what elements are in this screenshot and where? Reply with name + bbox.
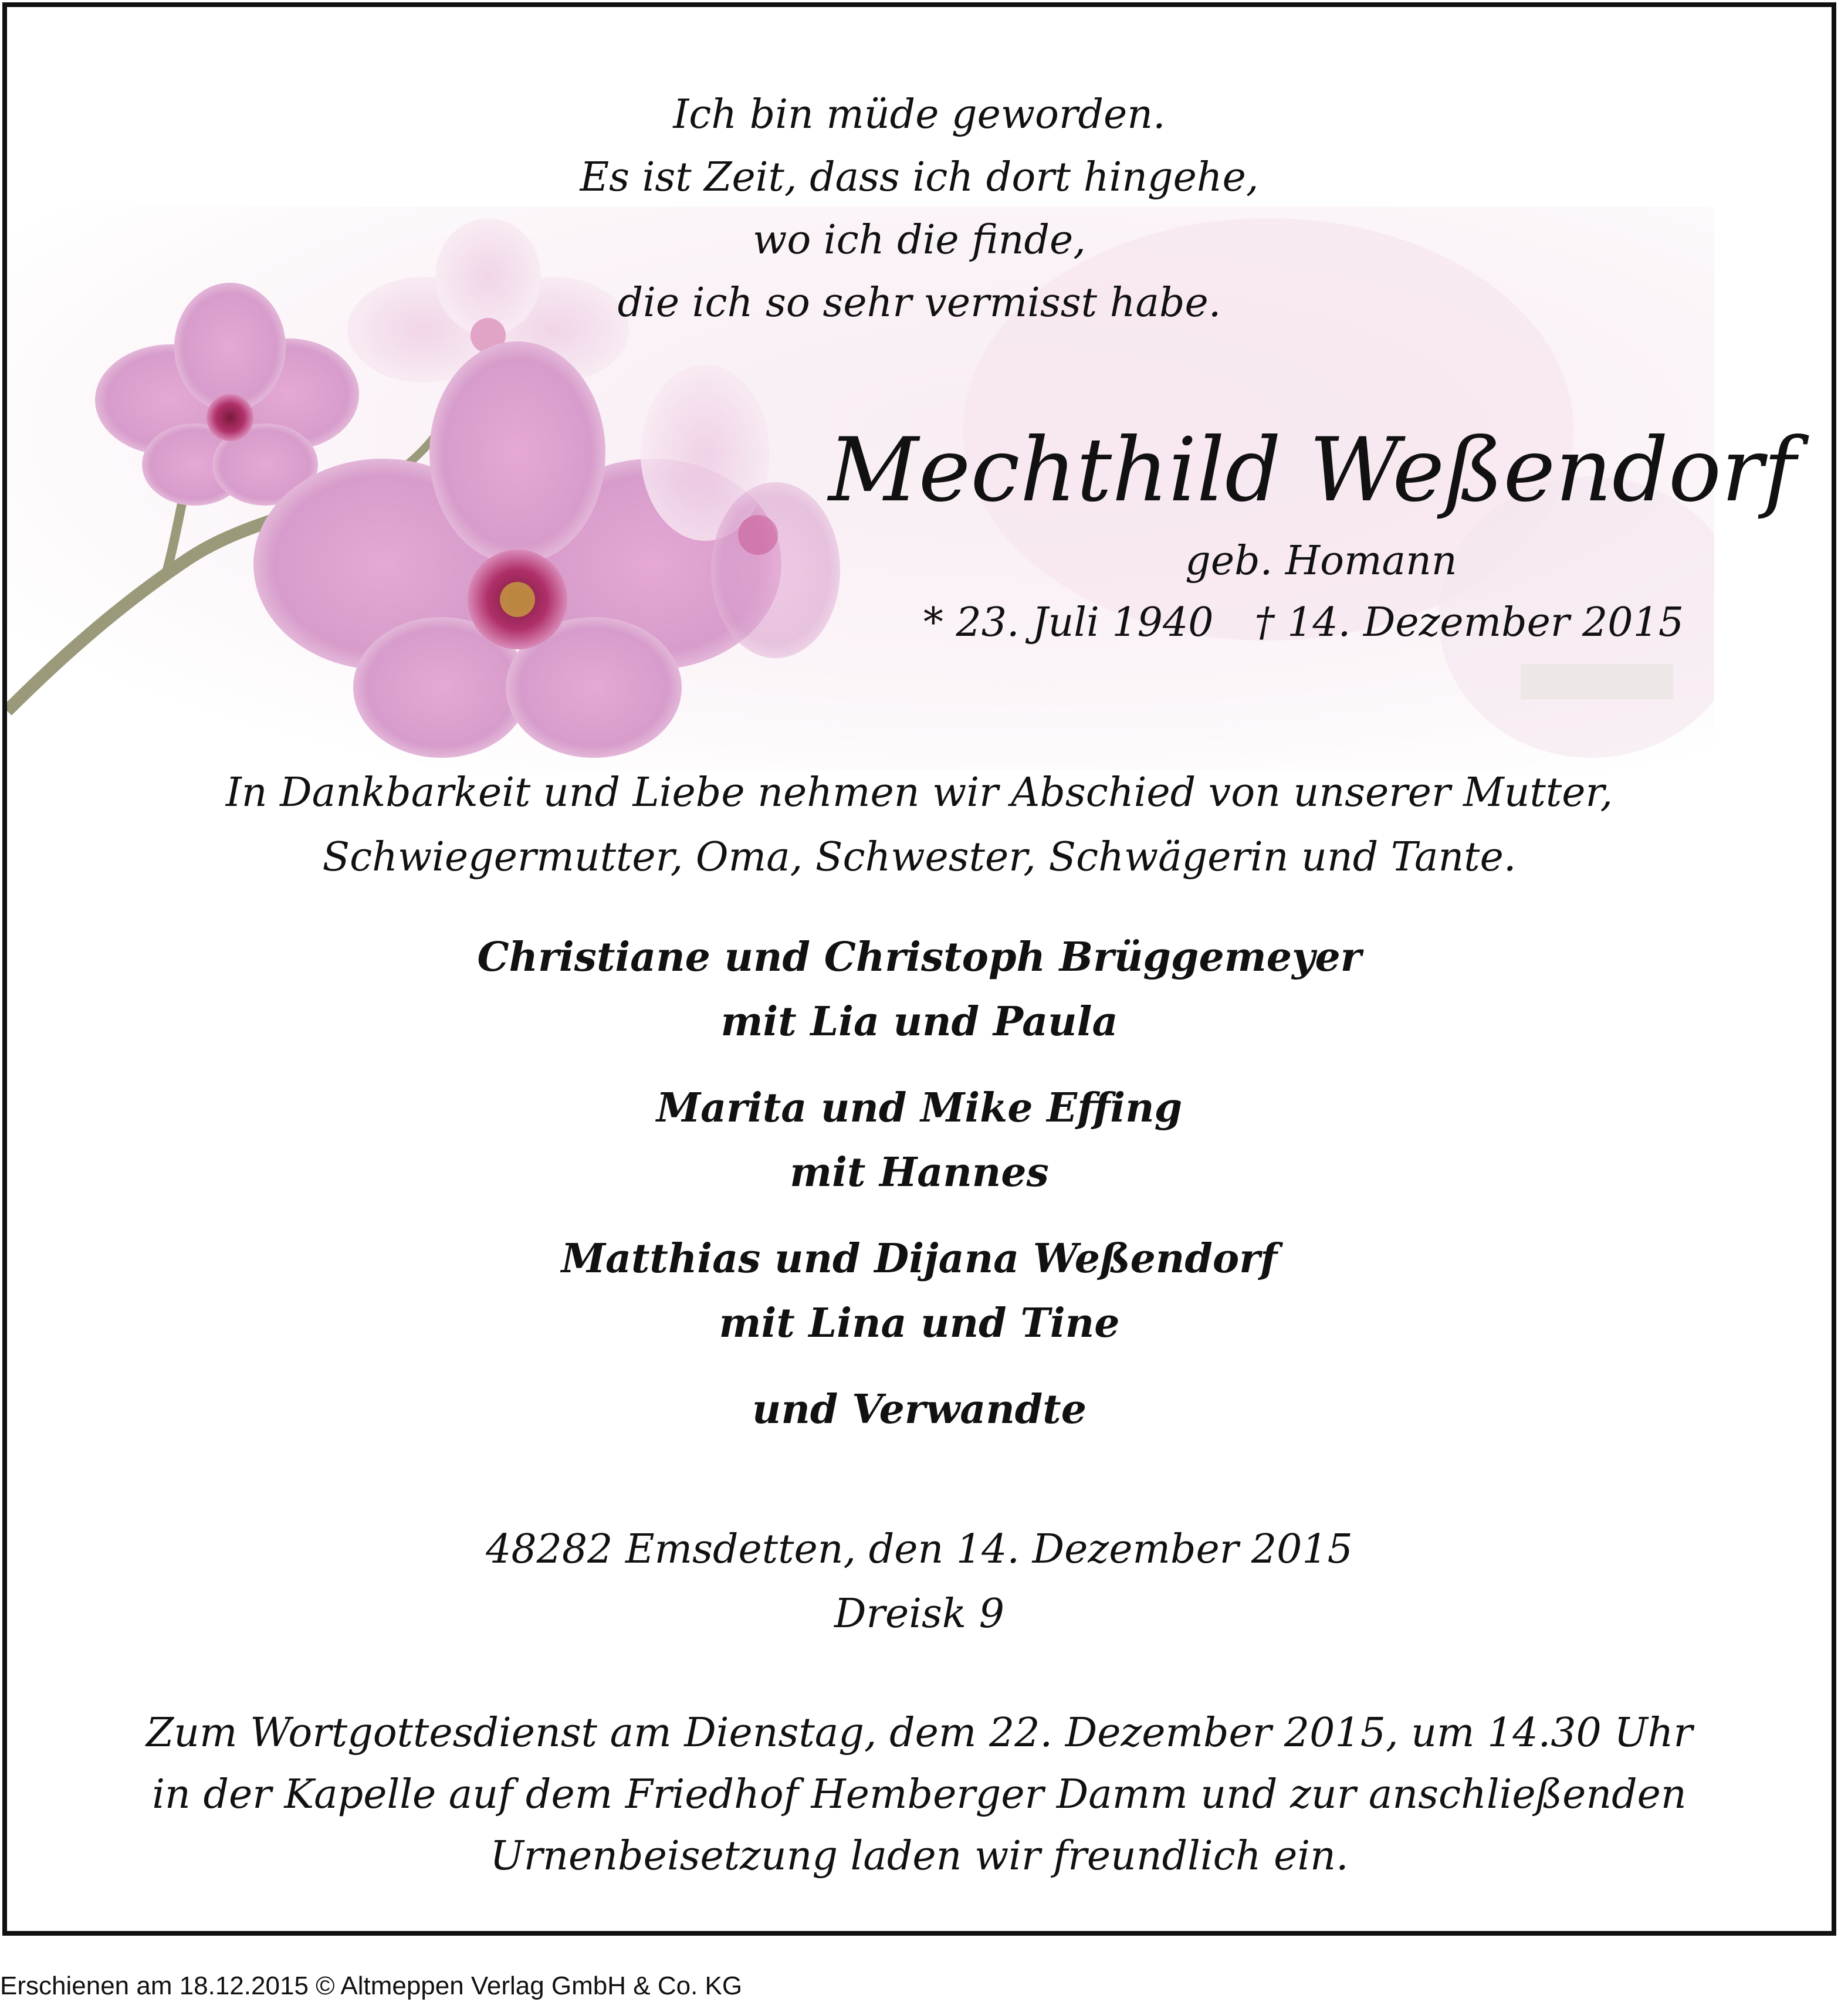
service-line: in der Kapelle auf dem Friedhof Hemberger Damm und zur anschließenden: [152, 1771, 1687, 1818]
birth-name: geb. Homann: [1185, 538, 1457, 584]
mourners-list: [7, 925, 1832, 1442]
dedication-line: Schwiegermutter, Oma, Schwester, Schwägerin und Tante.: [322, 834, 1517, 880]
service-info: [7, 1702, 1832, 1887]
poem-line: Es ist Zeit, dass ich dort hingehe,: [580, 154, 1259, 201]
service-line: Urnenbeisetzung laden wir freundlich ein.: [490, 1833, 1349, 1879]
mourner-family: [7, 1076, 1832, 1205]
relatives-line: und Verwandte: [752, 1386, 1087, 1433]
deceased-name: Mechthild Weßendorf: [828, 419, 1796, 521]
family-children: mit Lina und Tine: [719, 1300, 1120, 1347]
family-parents: Marita und Mike Effing: [656, 1085, 1183, 1131]
mourner-family: [7, 1227, 1832, 1356]
service-line: Zum Wortgottesdienst am Dienstag, dem 22. Dezember 2015, um 14.30 Uhr: [146, 1710, 1693, 1756]
life-dates: [828, 594, 1779, 652]
dedication-text: [7, 761, 1832, 890]
family-children: mit Hannes: [790, 1149, 1049, 1196]
birth-date: * 23. Juli 1940: [923, 599, 1214, 646]
family-children: mit Lia und Paula: [720, 998, 1118, 1045]
poem-line: die ich so sehr vermisst habe.: [617, 280, 1221, 326]
mourner-family: [7, 925, 1832, 1054]
death-date: † 14. Dezember 2015: [1254, 599, 1684, 646]
dedication-line: In Dankbarkeit und Liebe nehmen wir Abschied von unserer Mutter,: [225, 770, 1613, 816]
street: Dreisk 9: [834, 1591, 1004, 1637]
poem-line: Ich bin müde geworden.: [673, 92, 1166, 138]
place-date: 48282 Emsdetten, den 14. Dezember 2015: [486, 1526, 1353, 1573]
address-block: [7, 1517, 1832, 1647]
publication-footer: Erschienen am 18.12.2015 © Altmeppen Verlag GmbH & Co. KG: [0, 1971, 743, 2000]
opening-poem: [7, 83, 1832, 334]
family-parents: Matthias und Dijana Weßendorf: [561, 1235, 1278, 1282]
family-parents: Christiane und Christoph Brüggemeyer: [477, 934, 1362, 981]
poem-line: wo ich die finde,: [753, 217, 1086, 263]
obituary-frame: [2, 2, 1836, 1936]
